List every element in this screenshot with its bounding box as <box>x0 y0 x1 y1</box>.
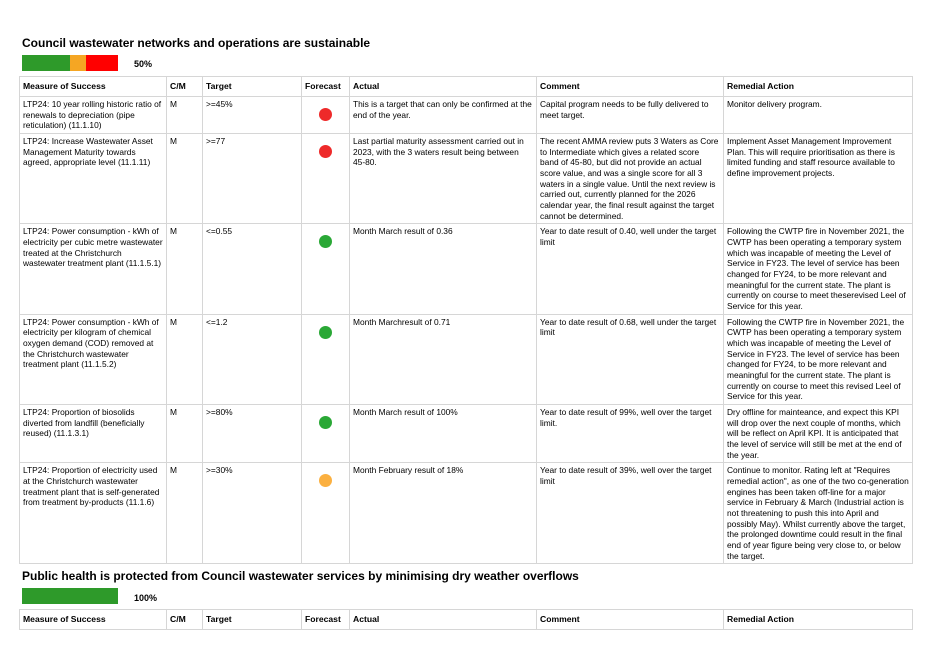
comment-cell: Year to date result of 0.68, well under the target limit <box>537 314 724 404</box>
forecast-cell <box>302 96 350 133</box>
cm-cell: M <box>167 224 203 314</box>
table-header-row <box>20 77 913 97</box>
target-cell: >=30% <box>203 463 302 564</box>
comment-cell: Year to date result of 0.40, well under the target limit <box>537 224 724 314</box>
col-header-cm: C/M <box>167 610 203 630</box>
col-header-comment: Comment <box>537 77 724 97</box>
measure-cell: LTP24: Power consumption - kWh of electricity per cubic metre wastewater treated at the Christchurch wastewater treatment plant (11.1.5.1) <box>20 224 167 314</box>
col-header-measure: Measure of Success <box>20 77 167 97</box>
actual-cell: Month Marchresult of 0.71 <box>350 314 537 404</box>
progress-segment <box>70 55 86 71</box>
target-cell: <=0.55 <box>203 224 302 314</box>
remedial-cell: Monitor delivery program. <box>724 96 913 133</box>
col-header-cm: C/M <box>167 77 203 97</box>
forecast-green-dot-icon <box>319 416 332 429</box>
col-header-actual: Actual <box>350 610 537 630</box>
comment-cell: Year to date result of 39%, well over the target limit <box>537 463 724 564</box>
forecast-amber-dot-icon <box>319 474 332 487</box>
table-row <box>20 314 913 404</box>
comment-cell: Year to date result of 99%, well over the target limit. <box>537 405 724 463</box>
section-2-percent: 100% <box>134 593 158 603</box>
cm-cell: M <box>167 96 203 133</box>
col-header-target: Target <box>203 77 302 97</box>
actual-cell: This is a target that can only be confirmed at the end of the year. <box>350 96 537 133</box>
table-row <box>20 405 913 463</box>
remedial-cell: Implement Asset Management Improvement Plan. This will require prioritisation as there is limited funding and staff resource available to define improvement projects. <box>724 133 913 223</box>
forecast-cell <box>302 133 350 223</box>
table-row <box>20 133 913 223</box>
measure-cell: LTP24: Proportion of biosolids diverted from landfill (beneficially reused) (11.1.3.1) <box>20 405 167 463</box>
col-header-forecast: Forecast <box>302 610 350 630</box>
measure-cell: LTP24: Increase Wastewater Asset Management Maturity towards agreed, appropriate level (11.1.11) <box>20 133 167 223</box>
target-cell: <=1.2 <box>203 314 302 404</box>
cm-cell: M <box>167 314 203 404</box>
table-row <box>20 224 913 314</box>
actual-cell: Month March result of 100% <box>350 405 537 463</box>
table-header-row <box>20 610 913 630</box>
section-1-progress-bar <box>22 55 118 71</box>
forecast-cell <box>302 463 350 564</box>
comment-cell: The recent AMMA review puts 3 Waters as Core to Intermediate which gives a related score band of 45-80, but did not provide an actual score value, and was a single score for all 3 waters in a single value. Until the next review is carried out, currently planned for the 2026 calendar year, the final result against the target cannot be determined. <box>537 133 724 223</box>
forecast-red-dot-icon <box>319 108 332 121</box>
target-cell: >=80% <box>203 405 302 463</box>
progress-segment <box>22 588 118 604</box>
col-header-forecast: Forecast <box>302 77 350 97</box>
cm-cell: M <box>167 133 203 223</box>
section-2-title: Public health is protected from Council wastewater services by minimising dry weather overflows <box>22 569 579 583</box>
forecast-cell <box>302 224 350 314</box>
forecast-cell <box>302 405 350 463</box>
measure-cell: LTP24: Proportion of electricity used at the Christchurch wastewater treatment plant that is self-generated from treatment by-products (11.1.6) <box>20 463 167 564</box>
col-header-remedial: Remedial Action <box>724 77 913 97</box>
col-header-actual: Actual <box>350 77 537 97</box>
cm-cell: M <box>167 463 203 564</box>
target-cell: >=45% <box>203 96 302 133</box>
actual-cell: Last partial maturity assessment carried out in 2023, with the 3 waters result being between 45-80. <box>350 133 537 223</box>
section-1-title: Council wastewater networks and operations are sustainable <box>22 36 371 50</box>
col-header-remedial: Remedial Action <box>724 610 913 630</box>
col-header-target: Target <box>203 610 302 630</box>
section-1-percent: 50% <box>134 59 153 69</box>
remedial-cell: Continue to monitor. Rating left at "Requires remedial action", as one of the two co-generation engines has been taken off-line for a major service in February & March (Industrial action is not threatening to push this into April and possibly May). Whilst currently above the target, the prolonged downtime could result in the final end of year figure being very close to, or below the target. <box>724 463 913 564</box>
table-row <box>20 96 913 133</box>
section-2-kpi-table <box>19 609 913 630</box>
forecast-red-dot-icon <box>319 145 332 158</box>
measure-cell: LTP24: Power consumption - kWh of electricity per kilogram of chemical oxygen demand (COD) removed at the Christchurch wastewater treatment plant (11.1.5.2) <box>20 314 167 404</box>
forecast-green-dot-icon <box>319 326 332 339</box>
forecast-green-dot-icon <box>319 235 332 248</box>
target-cell: >=77 <box>203 133 302 223</box>
cm-cell: M <box>167 405 203 463</box>
actual-cell: Month March result of 0.36 <box>350 224 537 314</box>
actual-cell: Month February result of 18% <box>350 463 537 564</box>
comment-cell: Capital program needs to be fully delivered to meet target. <box>537 96 724 133</box>
col-header-comment: Comment <box>537 610 724 630</box>
remedial-cell: Dry offline for mainteance, and expect this KPI will drop over the next couple of months, which will be reflect on April KPI. It is anticipated that the level of service will still be met at the end of the year. <box>724 405 913 463</box>
remedial-cell: Following the CWTP fire in November 2021, the CWTP has been operating a temporary system which was incapable of meeting the Level of Service in FY23. The level of service has been changed for FY24, to be more relevant and meaningful for the current state. The plant is currently on course to meet this revised Leel of Service for this year. <box>724 314 913 404</box>
remedial-cell: Following the CWTP fire in November 2021, the CWTP has been operating a temporary system which was incapable of meeting the Level of Service in FY23. The level of service has been changed for FY24, to be more relevant and meaningful for the current state. The plant is currently on course to meet theserevised Leel of Service for this year. <box>724 224 913 314</box>
measure-cell: LTP24: 10 year rolling historic ratio of renewals to depreciation (pipe reticulation) (11.1.10) <box>20 96 167 133</box>
progress-segment <box>22 55 70 71</box>
table-row <box>20 463 913 564</box>
section-2-progress-bar <box>22 588 118 604</box>
progress-segment <box>86 55 118 71</box>
col-header-measure: Measure of Success <box>20 610 167 630</box>
forecast-cell <box>302 314 350 404</box>
section-1-kpi-table <box>19 76 913 564</box>
